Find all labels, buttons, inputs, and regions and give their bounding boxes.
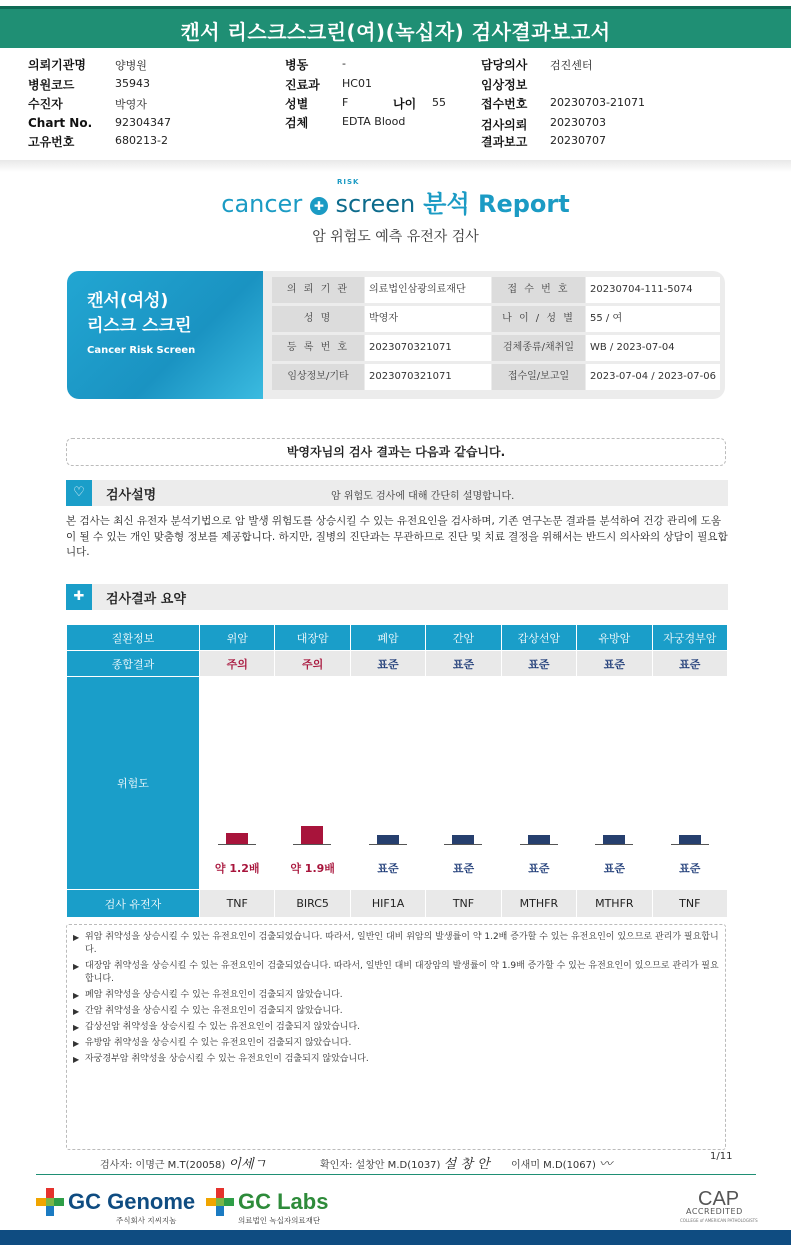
info-key: 검체종류/채취일 xyxy=(492,335,585,361)
section-title: 검사결과 요약 xyxy=(106,592,186,607)
header-label: 결과보고 xyxy=(481,135,528,149)
cap-accredited: ACCREDITED xyxy=(686,1207,743,1216)
section-result-summary xyxy=(66,584,728,610)
confirmer2-name: 이새미 M.D(1067) xyxy=(511,1160,596,1171)
info-value: 의료법인삼광의료재단 xyxy=(365,277,491,303)
overall-result: 주의 xyxy=(275,651,350,677)
stethoscope-icon: ♡ xyxy=(66,480,92,506)
card-banner xyxy=(67,271,263,399)
tester-signature-mark: 이세ㄱ xyxy=(228,1157,267,1172)
patient-info-card xyxy=(67,271,725,399)
result-note-text: 자궁경부암 취약성을 상승시킬 수 있는 유전요인이 검출되지 않았습니다. xyxy=(85,1054,369,1064)
risk-bar xyxy=(452,835,474,844)
footer-divider xyxy=(36,1174,756,1175)
header-divider-shade xyxy=(0,160,791,172)
info-key: 나 이 / 성 별 xyxy=(492,306,585,332)
section-title: 검사설명 xyxy=(106,488,157,503)
gc-labs-sub: 의료법인 녹십자의료재단 xyxy=(238,1216,321,1225)
result-banner: 박영자님의 검사 결과는 다음과 같습니다. xyxy=(66,438,726,466)
disease-header: 자궁경부암 xyxy=(652,625,727,651)
result-note-text: 갑상선암 취약성을 상승시킬 수 있는 유전요인이 검출되지 않았습니다. xyxy=(85,1022,361,1032)
triangle-bullet-icon: ▶ xyxy=(73,1039,80,1048)
risk-chart-cell xyxy=(652,677,727,890)
risk-chart-cell xyxy=(501,677,576,890)
patient-header xyxy=(0,52,791,170)
disease-header: 대장암 xyxy=(275,625,350,651)
header-value: F xyxy=(342,96,349,109)
age-value: 55 xyxy=(432,96,446,109)
result-summary-table xyxy=(66,624,728,918)
overall-result: 표준 xyxy=(652,651,727,677)
confirmer-name: 확인자: 설창안 M.D(1037) xyxy=(320,1160,441,1171)
risk-label: 약 1.2배 xyxy=(214,862,260,875)
risk-label: 약 1.9배 xyxy=(290,862,335,875)
gc-genome-name: GC Genome xyxy=(68,1189,196,1214)
info-key: 등 록 번 호 xyxy=(272,335,364,361)
risk-chart-cell xyxy=(350,677,425,890)
test-gene: MTHFR xyxy=(501,890,576,918)
triangle-bullet-icon: ▶ xyxy=(73,1023,80,1032)
exam-description-body: 본 검사는 최신 유전자 분석기법으로 암 발생 위험도를 상승시킬 수 있는 유전요인을 검사하며, 기존 연구논문 결과를 분석하여 건강 관리에 도움이 될 수 있는 개인 맞춤형 정보를 제공합니다. 하지만, 질병의 진단과는 무관하므로 진단 및 치료 결정을 위해서는 반드시 의사와의 상담이 필요합니다. xyxy=(66,515,728,558)
logo-cancer: cancer xyxy=(221,190,303,218)
test-gene: TNF xyxy=(652,890,727,918)
risk-bar xyxy=(301,826,323,844)
header-label: 병동 xyxy=(285,58,309,72)
header-label: 진료과 xyxy=(285,78,320,92)
confirmer-signature-mark: 설 창 안 xyxy=(443,1157,490,1172)
risk-chart-cell xyxy=(200,677,275,890)
info-value: 20230704-111-5074 xyxy=(586,277,720,303)
test-gene: TNF xyxy=(200,890,275,918)
risk-bar xyxy=(226,833,248,844)
header-value: HC01 xyxy=(342,77,372,90)
page-number: 1/11 xyxy=(710,1151,733,1162)
risk-label: 표준 xyxy=(603,862,625,875)
header-value: 박영자 xyxy=(115,98,147,111)
info-key: 의 뢰 기 관 xyxy=(272,277,364,303)
result-note-text: 위암 취약성을 상승시킬 수 있는 유전요인이 검출되었습니다. 따라서, 일반인 대비 위암의 발생률이 약 1.2배 증가할 수 있는 유전요인이 있으므로 관리가 필요합니다. xyxy=(85,932,719,955)
header-value: 20230703 xyxy=(550,116,606,129)
risk-chart-cell xyxy=(426,677,501,890)
risk-label: 표준 xyxy=(452,862,475,875)
header-value: 20230707 xyxy=(550,134,606,147)
header-label: 검사의뢰 xyxy=(481,118,528,132)
logo-risk: RISK xyxy=(337,178,360,186)
result-note xyxy=(73,1037,719,1050)
overall-result: 표준 xyxy=(426,651,501,677)
info-value: 2023070321071 xyxy=(365,335,491,361)
tester-signature xyxy=(100,1153,266,1172)
info-key: 접 수 번 호 xyxy=(492,277,585,303)
risk-baseline xyxy=(520,844,558,845)
risk-baseline xyxy=(369,844,407,845)
header-value: 검진센터 xyxy=(550,59,593,72)
risk-bar xyxy=(603,835,625,844)
section-desc: 암 위험도 검사에 대해 간단히 설명합니다. xyxy=(331,491,515,502)
report-title: 캔서 리스크스크린(여)(녹십자) 검사결과보고서 xyxy=(180,20,611,44)
cap-college: COLLEGE of AMERICAN PATHOLOGISTS xyxy=(680,1218,758,1223)
info-value: 박영자 xyxy=(365,306,491,332)
gc-cross-icon xyxy=(206,1188,234,1216)
header-label: 병원코드 xyxy=(28,78,75,92)
header-label: Chart No. xyxy=(28,116,93,130)
info-value: 55 / 여 xyxy=(586,306,720,332)
header-label: 수진자 xyxy=(28,97,63,111)
info-key: 성 명 xyxy=(272,306,364,332)
header-label: 담당의사 xyxy=(481,58,528,72)
header-label: 접수번호 xyxy=(481,97,528,111)
info-value: WB / 2023-07-04 xyxy=(586,335,720,361)
test-gene: MTHFR xyxy=(577,890,652,918)
cancer-screen-logo xyxy=(0,178,791,219)
risk-chart-cell xyxy=(577,677,652,890)
header-value: EDTA Blood xyxy=(342,115,406,128)
logo-screen: screen xyxy=(335,190,416,218)
result-note xyxy=(73,989,719,1002)
confirmer2-signature xyxy=(511,1153,612,1172)
row-header-result: 종합결과 xyxy=(67,651,200,677)
header-value: 양병원 xyxy=(115,59,147,72)
overall-result: 표준 xyxy=(501,651,576,677)
medical-kit-icon: ✚ xyxy=(66,584,92,610)
triangle-bullet-icon: ▶ xyxy=(73,933,80,942)
footer-bar xyxy=(0,1230,791,1245)
info-value: 2023-07-04 / 2023-07-06 xyxy=(586,364,720,390)
header-value: 35943 xyxy=(115,77,150,90)
result-note xyxy=(73,1053,719,1066)
section-exam-description xyxy=(66,480,728,506)
info-key: 접수일/보고일 xyxy=(492,364,585,390)
header-value: - xyxy=(342,57,346,70)
tester-name: 검사자: 이명근 M.T(20058) xyxy=(100,1160,226,1171)
disease-header: 유방암 xyxy=(577,625,652,651)
card-title-line2: 리스크 스크린 xyxy=(87,316,192,336)
disease-header: 위암 xyxy=(200,625,275,651)
overall-result: 주의 xyxy=(200,651,275,677)
header-value: 20230703-21071 xyxy=(550,96,645,109)
result-note-text: 대장암 취약성을 상승시킬 수 있는 유전요인이 검출되었습니다. 따라서, 일반인 대비 대장암의 발생률이 약 1.9배 증가할 수 있는 유전요인이 있으므로 관리가 필요합니다. xyxy=(85,961,719,984)
gc-labs-name: GC Labs xyxy=(238,1189,329,1214)
header-label: 성별 xyxy=(285,97,309,111)
result-notes xyxy=(66,924,726,1150)
disease-header: 갑상선암 xyxy=(501,625,576,651)
card-english-title: Cancer Risk Screen xyxy=(87,345,196,356)
card-title-line1: 캔서(여성) xyxy=(87,291,169,311)
result-note-text: 폐암 취약성을 상승시킬 수 있는 유전요인이 검출되지 않았습니다. xyxy=(85,990,343,1000)
risk-label: 표준 xyxy=(528,862,550,875)
row-header-disease: 질환정보 xyxy=(67,625,200,651)
header-value: 92304347 xyxy=(115,116,171,129)
info-value: 2023070321071 xyxy=(365,364,491,390)
target-icon: ✚ xyxy=(310,197,328,215)
result-note-text: 유방암 취약성을 상승시킬 수 있는 유전요인이 검출되지 않았습니다. xyxy=(85,1038,352,1048)
triangle-bullet-icon: ▶ xyxy=(73,991,80,1000)
header-label: 의뢰기관명 xyxy=(28,58,86,72)
risk-baseline xyxy=(218,844,256,845)
risk-bar xyxy=(528,835,550,844)
header-label: 임상정보 xyxy=(481,78,528,92)
risk-baseline xyxy=(595,844,633,845)
row-header-gene: 검사 유전자 xyxy=(67,890,200,918)
overall-result: 표준 xyxy=(577,651,652,677)
disease-header: 폐암 xyxy=(350,625,425,651)
test-gene: HIF1A xyxy=(350,890,425,918)
triangle-bullet-icon: ▶ xyxy=(73,1007,80,1016)
confirmer2-signature-mark: 〰 xyxy=(599,1157,613,1172)
risk-baseline xyxy=(293,844,331,845)
result-note xyxy=(73,960,719,986)
row-header-risk: 위험도 xyxy=(67,677,200,890)
report-title-bar xyxy=(0,6,791,48)
result-note xyxy=(73,1021,719,1034)
risk-label: 표준 xyxy=(377,862,399,875)
triangle-bullet-icon: ▶ xyxy=(73,962,80,971)
confirmer-signature xyxy=(320,1153,490,1172)
test-gene: BIRC5 xyxy=(275,890,350,918)
risk-baseline xyxy=(444,844,482,845)
header-label: 고유번호 xyxy=(28,135,75,149)
logo-report: 분석 Report xyxy=(423,190,570,218)
info-key: 임상정보/기타 xyxy=(272,364,364,390)
gc-genome-sub: 주식회사 지씨지놈 xyxy=(116,1216,177,1225)
overall-result: 표준 xyxy=(350,651,425,677)
report-subtitle: 암 위험도 예측 유전자 검사 xyxy=(312,229,479,245)
age-label: 나이 xyxy=(393,97,417,111)
disease-header: 간암 xyxy=(426,625,501,651)
test-gene: TNF xyxy=(426,890,501,918)
risk-bar xyxy=(377,835,399,844)
risk-label: 표준 xyxy=(679,862,701,875)
risk-baseline xyxy=(671,844,709,845)
risk-bar xyxy=(679,835,701,844)
result-note xyxy=(73,931,719,957)
header-value: 680213-2 xyxy=(115,134,168,147)
result-note xyxy=(73,1005,719,1018)
result-note-text: 간암 취약성을 상승시킬 수 있는 유전요인이 검출되지 않았습니다. xyxy=(85,1006,343,1016)
risk-chart-cell xyxy=(275,677,350,890)
cap-title: CAP xyxy=(698,1188,740,1210)
gc-cross-icon xyxy=(36,1188,64,1216)
triangle-bullet-icon: ▶ xyxy=(73,1055,80,1064)
header-label: 검체 xyxy=(285,116,309,130)
